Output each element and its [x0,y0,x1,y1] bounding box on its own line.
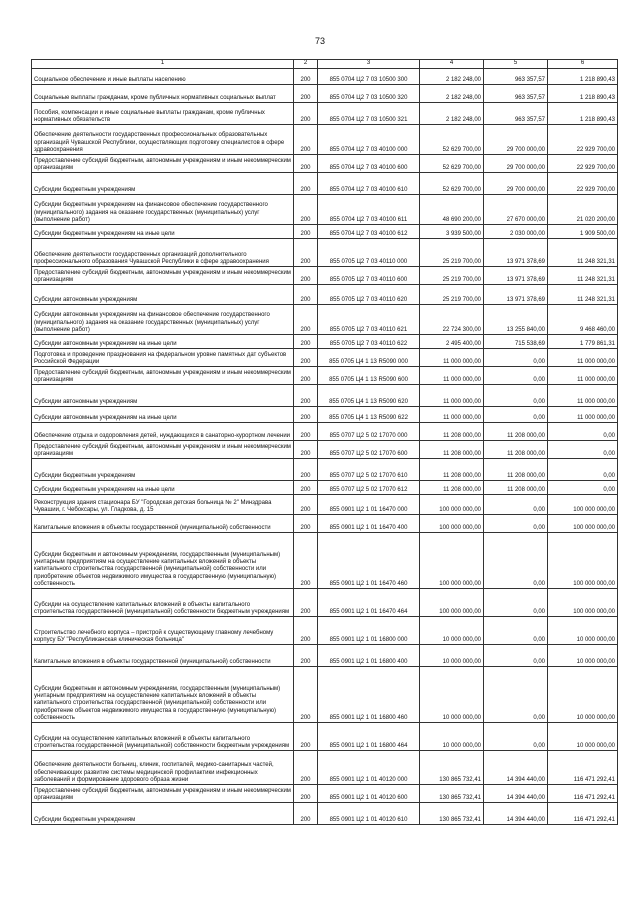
row-value-col4: 10 000 000,00 [420,667,484,723]
row-group-cell: 200 [294,335,318,349]
row-value-col4: 48 690 200,00 [420,195,484,225]
table-row [32,305,618,335]
row-value-col4: 52 629 700,00 [420,173,484,195]
row-value-col5: 29 700 000,00 [484,125,548,155]
row-code-cell: 855 0901 Ц2 1 01 16800 464 [318,723,420,751]
row-value-col6: 116 471 292,41 [548,751,618,785]
table-row [32,103,618,125]
row-value-col6: 1 909 500,00 [548,225,618,239]
row-group-cell: 200 [294,667,318,723]
row-value-col5: 0,00 [484,385,548,407]
row-value-col4: 22 724 300,00 [420,305,484,335]
row-name-cell: Предоставление субсидий бюджетным, автономным учреждениям и иным некоммерческим организациям [32,155,294,173]
row-code-cell: 855 0901 Ц2 1 01 16800 000 [318,617,420,645]
row-group-cell: 200 [294,173,318,195]
row-name-cell: Субсидии бюджетным учреждениям [32,173,294,195]
row-group-cell: 200 [294,423,318,441]
row-value-col6: 0,00 [548,481,618,495]
row-value-col4: 10 000 000,00 [420,617,484,645]
row-name-cell: Пособия, компенсации и иные социальные выплаты гражданам, кроме публичных нормативных обязательств [32,103,294,125]
row-value-col5: 0,00 [484,533,548,589]
row-value-col6: 1 218 890,43 [548,103,618,125]
row-group-cell: 200 [294,515,318,533]
table-row [32,285,618,305]
table-row [32,423,618,441]
row-code-cell: 855 0901 Ц2 1 01 16800 400 [318,645,420,667]
row-group-cell: 200 [294,589,318,617]
row-group-cell: 200 [294,441,318,459]
row-value-col4: 11 000 000,00 [420,349,484,367]
row-value-col6: 10 000 000,00 [548,645,618,667]
row-name-cell: Реконструкция здания стационара БУ "Городская детская больница № 2" Минздрава Чувашии, г. Чебоксары, ул. Гладкова, д. 15 [32,495,294,515]
row-group-cell: 200 [294,349,318,367]
row-group-cell: 200 [294,305,318,335]
row-value-col5: 11 208 000,00 [484,441,548,459]
table-row [32,173,618,195]
table-row [32,367,618,385]
row-name-cell: Предоставление субсидий бюджетным, автономным учреждениям и иным некоммерческим организациям [32,367,294,385]
row-value-col5: 11 208 000,00 [484,423,548,441]
page-number: 73 [314,36,325,46]
row-value-col6: 10 000 000,00 [548,667,618,723]
table-row [32,533,618,589]
row-code-cell: 855 0707 Ц2 5 02 17070 610 [318,459,420,481]
column-header: 2 [294,60,318,69]
row-code-cell: 855 0705 Ц4 1 13 R5090 620 [318,385,420,407]
row-code-cell: 855 0704 Ц2 7 03 10500 300 [318,69,420,85]
row-code-cell: 855 0704 Ц2 7 03 40100 610 [318,173,420,195]
row-group-cell: 200 [294,785,318,803]
table-row [32,589,618,617]
table-row [32,785,618,803]
row-code-cell: 855 0704 Ц2 7 03 10500 320 [318,85,420,103]
row-value-col5: 0,00 [484,723,548,751]
row-code-cell: 855 0704 Ц2 7 03 40100 600 [318,155,420,173]
row-name-cell: Субсидии бюджетным и автономным учреждениям, государственным (муниципальным) унитарным предприятиям на осуществление капитальных вложений в объекты капитального строительства государственной (муниципальной) собственности или приобретение объектов недвижимого имущества в государственную (муниципальную) собственность [32,667,294,723]
row-value-col6: 9 468 460,00 [548,305,618,335]
row-value-col4: 52 629 700,00 [420,125,484,155]
row-value-col6: 1 218 890,43 [548,85,618,103]
row-value-col4: 100 000 000,00 [420,589,484,617]
row-name-cell: Предоставление субсидий бюджетным, автономным учреждениям и иным некоммерческим организациям [32,785,294,803]
row-group-cell: 200 [294,407,318,423]
row-value-col6: 11 000 000,00 [548,367,618,385]
table-row [32,385,618,407]
row-value-col4: 100 000 000,00 [420,515,484,533]
row-value-col4: 25 219 700,00 [420,285,484,305]
row-value-col4: 100 000 000,00 [420,495,484,515]
table-row [32,751,618,785]
row-value-col5: 963 357,57 [484,103,548,125]
row-value-col4: 3 939 500,00 [420,225,484,239]
row-value-col6: 11 248 321,31 [548,267,618,285]
row-code-cell: 855 0704 Ц2 7 03 40100 611 [318,195,420,225]
column-header: 3 [318,60,420,69]
row-value-col6: 100 000 000,00 [548,495,618,515]
column-header: 4 [420,60,484,69]
row-value-col4: 11 208 000,00 [420,441,484,459]
table-row [32,459,618,481]
table-row [32,85,618,103]
row-value-col4: 2 495 400,00 [420,335,484,349]
row-value-col6: 22 929 700,00 [548,125,618,155]
table-row [32,803,618,825]
row-group-cell: 200 [294,125,318,155]
row-value-col4: 130 865 732,41 [420,785,484,803]
row-value-col6: 100 000 000,00 [548,515,618,533]
row-name-cell: Субсидии автономным учреждениям на иные цели [32,335,294,349]
row-value-col5: 0,00 [484,667,548,723]
row-value-col6: 1 218 890,43 [548,69,618,85]
row-value-col5: 14 394 440,00 [484,785,548,803]
row-value-col5: 13 255 840,00 [484,305,548,335]
row-group-cell: 200 [294,481,318,495]
row-name-cell: Субсидии на осуществление капитальных вложений в объекты капитального строительства государственной (муниципальной) собственности бюджетным учреждениям [32,723,294,751]
row-group-cell: 200 [294,285,318,305]
row-value-col4: 25 219 700,00 [420,239,484,267]
row-name-cell: Субсидии бюджетным учреждениям на иные цели [32,225,294,239]
row-name-cell: Субсидии бюджетным учреждениям [32,459,294,481]
row-value-col6: 22 929 700,00 [548,173,618,195]
row-code-cell: 855 0705 Ц4 1 13 R5090 622 [318,407,420,423]
row-value-col5: 0,00 [484,645,548,667]
row-value-col6: 100 000 000,00 [548,533,618,589]
row-name-cell: Предоставление субсидий бюджетным, автономным учреждениям и иным некоммерческим организациям [32,267,294,285]
table-row [32,645,618,667]
row-value-col4: 2 182 248,00 [420,103,484,125]
row-value-col4: 52 629 700,00 [420,155,484,173]
row-group-cell: 200 [294,69,318,85]
row-value-col5: 11 208 000,00 [484,481,548,495]
row-value-col5: 2 030 000,00 [484,225,548,239]
table-row [32,267,618,285]
row-value-col4: 10 000 000,00 [420,645,484,667]
row-name-cell: Капитальные вложения в объекты государственной (муниципальной) собственности [32,645,294,667]
row-code-cell: 855 0901 Ц2 1 01 16470 400 [318,515,420,533]
row-value-col6: 11 248 321,31 [548,285,618,305]
table-body [32,69,618,825]
row-name-cell: Подготовка и проведение празднования на федеральном уровне памятных дат субъектов Российской Федерации [32,349,294,367]
table-row [32,349,618,367]
row-name-cell: Субсидии бюджетным учреждениям [32,803,294,825]
row-name-cell: Субсидии автономным учреждениям на финансовое обеспечение государственного (муниципального) задания на оказание государственных (муниципальных) услуг (выполнение работ) [32,305,294,335]
row-value-col5: 715 538,69 [484,335,548,349]
row-group-cell: 200 [294,495,318,515]
row-group-cell: 200 [294,85,318,103]
table-row [32,407,618,423]
row-code-cell: 855 0901 Ц2 1 01 16470 460 [318,533,420,589]
column-header: 6 [548,60,618,69]
row-code-cell: 855 0901 Ц2 1 01 16470 000 [318,495,420,515]
table-row [32,495,618,515]
row-value-col5: 0,00 [484,349,548,367]
row-value-col5: 0,00 [484,617,548,645]
row-value-col6: 21 020 200,00 [548,195,618,225]
row-value-col6: 116 471 292,41 [548,785,618,803]
row-name-cell: Обеспечение деятельности государственных организаций дополнительного профессионального образования Чувашской Республики в сфере здравоохранения [32,239,294,267]
row-value-col4: 11 000 000,00 [420,385,484,407]
row-group-cell: 200 [294,751,318,785]
row-value-col5: 14 394 440,00 [484,803,548,825]
row-code-cell: 855 0704 Ц2 7 03 10500 321 [318,103,420,125]
row-name-cell: Социальное обеспечение и иные выплаты населению [32,69,294,85]
row-value-col4: 11 208 000,00 [420,481,484,495]
row-value-col4: 11 000 000,00 [420,367,484,385]
row-value-col5: 27 670 000,00 [484,195,548,225]
row-value-col6: 0,00 [548,441,618,459]
table-row [32,515,618,533]
table-row [32,481,618,495]
row-code-cell: 855 0707 Ц2 5 02 17070 000 [318,423,420,441]
row-group-cell: 200 [294,225,318,239]
row-name-cell: Предоставление субсидий бюджетным, автономным учреждениям и иным некоммерческим организациям [32,441,294,459]
row-value-col6: 11 000 000,00 [548,385,618,407]
row-name-cell: Строительство лечебного корпуса – пристрой к существующему главному лечебному корпусу БУ "Республиканская клиническая больница" [32,617,294,645]
row-value-col5: 29 700 000,00 [484,155,548,173]
row-value-col5: 29 700 000,00 [484,173,548,195]
row-group-cell: 200 [294,367,318,385]
row-code-cell: 855 0705 Ц4 1 13 R5090 000 [318,349,420,367]
row-code-cell: 855 0901 Ц2 1 01 16800 460 [318,667,420,723]
row-value-col5: 14 394 440,00 [484,751,548,785]
row-code-cell: 855 0901 Ц2 1 01 40120 610 [318,803,420,825]
row-value-col6: 0,00 [548,459,618,481]
table-row [32,125,618,155]
row-group-cell: 200 [294,803,318,825]
row-value-col4: 100 000 000,00 [420,533,484,589]
row-name-cell: Обеспечение деятельности государственных профессиональных образовательных организаций Чувашской Республики, осуществляющих подготовку специалистов в сфере здравоохранения [32,125,294,155]
table-row [32,441,618,459]
budget-table [31,59,618,825]
row-group-cell: 200 [294,385,318,407]
row-code-cell: 855 0707 Ц2 5 02 17070 612 [318,481,420,495]
row-code-cell: 855 0704 Ц2 7 03 40100 612 [318,225,420,239]
row-name-cell: Субсидии автономным учреждениям [32,285,294,305]
column-header: 1 [32,60,294,69]
row-value-col5: 0,00 [484,407,548,423]
row-name-cell: Субсидии бюджетным и автономным учреждениям, государственным (муниципальным) унитарным предприятиям на осуществление капитальных вложений в объекты капитального строительства государственной (муниципальной) собственности или приобретение объектов недвижимого имущества в государственную (муниципальную) собственность [32,533,294,589]
row-value-col4: 130 865 732,41 [420,751,484,785]
table-row [32,617,618,645]
row-code-cell: 855 0705 Ц2 7 03 40110 600 [318,267,420,285]
row-value-col4: 130 865 732,41 [420,803,484,825]
row-code-cell: 855 0707 Ц2 5 02 17070 600 [318,441,420,459]
row-group-cell: 200 [294,459,318,481]
row-value-col5: 13 971 378,69 [484,285,548,305]
row-value-col5: 0,00 [484,367,548,385]
row-value-col6: 10 000 000,00 [548,723,618,751]
row-group-cell: 200 [294,195,318,225]
row-value-col6: 116 471 292,41 [548,803,618,825]
row-value-col4: 25 219 700,00 [420,267,484,285]
table-row [32,195,618,225]
row-name-cell: Субсидии автономным учреждениям на иные цели [32,407,294,423]
row-value-col4: 10 000 000,00 [420,723,484,751]
row-code-cell: 855 0705 Ц2 7 03 40110 620 [318,285,420,305]
row-value-col6: 100 000 000,00 [548,589,618,617]
row-group-cell: 200 [294,239,318,267]
row-value-col6: 22 929 700,00 [548,155,618,173]
row-value-col5: 963 357,57 [484,85,548,103]
row-value-col5: 13 971 378,69 [484,239,548,267]
row-value-col4: 11 000 000,00 [420,407,484,423]
row-name-cell: Субсидии на осуществление капитальных вложений в объекты капитального строительства государственной (муниципальной) собственности бюджетным учреждениям [32,589,294,617]
row-group-cell: 200 [294,645,318,667]
table-row [32,239,618,267]
table-header-row [32,60,618,69]
row-group-cell: 200 [294,155,318,173]
row-name-cell: Капитальные вложения в объекты государственной (муниципальной) собственности [32,515,294,533]
row-value-col6: 11 000 000,00 [548,407,618,423]
row-value-col6: 1 779 861,31 [548,335,618,349]
row-value-col4: 2 182 248,00 [420,85,484,103]
row-value-col6: 11 000 000,00 [548,349,618,367]
row-code-cell: 855 0704 Ц2 7 03 40100 000 [318,125,420,155]
row-name-cell: Субсидии бюджетным учреждениям на иные цели [32,481,294,495]
row-value-col4: 11 208 000,00 [420,423,484,441]
row-name-cell: Субсидии бюджетным учреждениям на финансовое обеспечение государственного (муниципального) задания на оказание государственных (муниципальных) услуг (выполнение работ) [32,195,294,225]
table-row [32,155,618,173]
table-row [32,69,618,85]
row-name-cell: Субсидии автономным учреждениям [32,385,294,407]
row-code-cell: 855 0705 Ц2 7 03 40110 622 [318,335,420,349]
row-value-col6: 11 248 321,31 [548,239,618,267]
row-group-cell: 200 [294,103,318,125]
row-value-col5: 963 357,57 [484,69,548,85]
row-code-cell: 855 0705 Ц4 1 13 R5090 600 [318,367,420,385]
row-code-cell: 855 0901 Ц2 1 01 40120 000 [318,751,420,785]
row-name-cell: Социальные выплаты гражданам, кроме публичных нормативных социальных выплат [32,85,294,103]
row-code-cell: 855 0901 Ц2 1 01 40120 600 [318,785,420,803]
table-row [32,225,618,239]
table-row [32,667,618,723]
row-group-cell: 200 [294,617,318,645]
row-value-col5: 0,00 [484,495,548,515]
row-code-cell: 855 0705 Ц2 7 03 40110 000 [318,239,420,267]
row-value-col6: 10 000 000,00 [548,617,618,645]
row-name-cell: Обеспечение деятельности больниц, клиник, госпиталей, медико-санитарных частей, обеспечивающих развитие системы медицинской профилактики инфекционных заболеваний и формирование здорового образа жизни [32,751,294,785]
row-code-cell: 855 0705 Ц2 7 03 40110 621 [318,305,420,335]
row-group-cell: 200 [294,267,318,285]
table-row [32,335,618,349]
row-value-col4: 11 208 000,00 [420,459,484,481]
row-code-cell: 855 0901 Ц2 1 01 16470 464 [318,589,420,617]
row-value-col5: 13 971 378,69 [484,267,548,285]
row-group-cell: 200 [294,723,318,751]
row-value-col5: 0,00 [484,515,548,533]
row-value-col4: 2 182 248,00 [420,69,484,85]
table-row [32,723,618,751]
row-value-col6: 0,00 [548,423,618,441]
row-group-cell: 200 [294,533,318,589]
row-name-cell: Обеспечение отдыха и оздоровления детей, нуждающихся в санаторно-курортном лечении [32,423,294,441]
row-value-col5: 11 208 000,00 [484,459,548,481]
row-value-col5: 0,00 [484,589,548,617]
column-header: 5 [484,60,548,69]
